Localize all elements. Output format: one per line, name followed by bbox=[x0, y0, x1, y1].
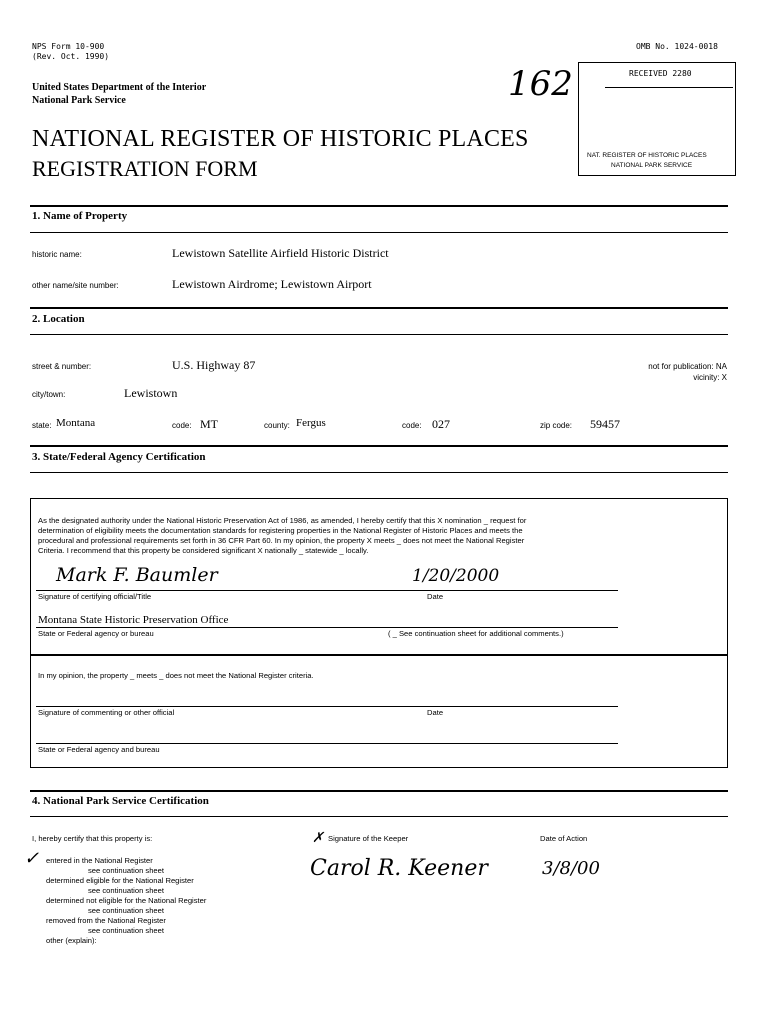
section2-top-rule bbox=[30, 307, 728, 309]
section1-heading: 1. Name of Property bbox=[32, 210, 128, 222]
historic-name-value: Lewistown Satellite Airfield Historic District bbox=[172, 246, 389, 260]
zip-label: zip code: bbox=[540, 421, 573, 430]
received-stamp bbox=[578, 62, 736, 176]
option-removed: removed from the National Register bbox=[46, 916, 166, 925]
option-other: other (explain): bbox=[46, 936, 97, 945]
option-not-eligible: determined not eligible for the National Register bbox=[46, 896, 207, 905]
section1-top-rule bbox=[30, 205, 728, 207]
form-revision: (Rev. Oct. 1990) bbox=[32, 52, 110, 61]
certifying-agency: Montana State Historic Preservation Office bbox=[38, 614, 229, 626]
county-label: county: bbox=[264, 421, 290, 430]
keeper-label: Signature of the Keeper bbox=[328, 834, 409, 843]
stamp-line2: NATIONAL PARK SERVICE bbox=[611, 162, 693, 169]
option-entered: entered in the National Register bbox=[46, 856, 153, 865]
section3-heading: 3. State/Federal Agency Certification bbox=[32, 451, 206, 463]
stamp-rule bbox=[605, 87, 733, 88]
entered-checkmark: ✓ bbox=[24, 848, 40, 869]
certification-line4: Criteria. I recommend that this property be considered significant X nationally _ statewide _ locally. bbox=[38, 546, 369, 555]
city-label: city/town: bbox=[32, 390, 66, 399]
signature-label: Signature of certifying official/Title bbox=[38, 592, 152, 601]
keeper-signature: Carol R. Keener bbox=[310, 856, 488, 881]
section2-heading: 2. Location bbox=[32, 313, 85, 325]
signature-line bbox=[36, 590, 618, 591]
option-see-sheet-1: see continuation sheet bbox=[88, 866, 164, 875]
county-code-value: 027 bbox=[432, 417, 450, 431]
agency-name: National Park Service bbox=[32, 95, 126, 106]
section4-heading: 4. National Park Service Certification bbox=[32, 795, 209, 807]
omb-number: OMB No. 1024-0018 bbox=[636, 42, 718, 51]
section3-top-rule bbox=[30, 445, 728, 447]
certify-text: I, hereby certify that this property is: bbox=[32, 834, 153, 843]
other-names-label: other name/site number: bbox=[32, 281, 119, 290]
option-see-sheet-3: see continuation sheet bbox=[88, 906, 164, 915]
section2-heading-rule bbox=[30, 334, 728, 335]
option-eligible: determined eligible for the National Register bbox=[46, 876, 194, 885]
agency-line-2 bbox=[36, 743, 618, 744]
received-text: RECEIVED 2280 bbox=[629, 69, 692, 78]
section4-heading-rule bbox=[30, 816, 728, 817]
section4-top-rule bbox=[30, 790, 728, 792]
street-label: street & number: bbox=[32, 362, 92, 371]
department-name: United States Department of the Interior bbox=[32, 82, 207, 93]
commenting-label: Signature of commenting or other official bbox=[38, 708, 175, 717]
agency-label-2: State or Federal agency and bureau bbox=[38, 745, 160, 754]
certification-line1: As the designated authority under the National Historic Preservation Act of 1986, as amended, I hereby certify that this X nomination _ request for bbox=[38, 516, 527, 525]
certification-line2: determination of eligibility meets the documentation standards for registering properties in the National Register of Historic Places and meets the bbox=[38, 526, 523, 535]
not-for-publication: not for publication: NA bbox=[648, 362, 727, 371]
action-date-label: Date of Action bbox=[540, 834, 588, 843]
certifying-signature: Mark F. Baumler bbox=[56, 564, 218, 586]
continuation-note: ( _ See continuation sheet for additional comments.) bbox=[388, 629, 564, 638]
state-code-label: code: bbox=[172, 421, 192, 430]
agency-label: State or Federal agency or bureau bbox=[38, 629, 154, 638]
handwritten-number: 162 bbox=[508, 64, 573, 104]
date-label: Date bbox=[427, 592, 444, 601]
opinion-text: In my opinion, the property _ meets _ does not meet the National Register criteria. bbox=[38, 671, 314, 680]
commenting-date-label: Date bbox=[427, 708, 444, 717]
state-value: Montana bbox=[56, 417, 96, 429]
option-see-sheet-4: see continuation sheet bbox=[88, 926, 164, 935]
certification-box-divider bbox=[30, 654, 728, 656]
section3-heading-rule bbox=[30, 472, 728, 473]
other-names-value: Lewistown Airdrome; Lewistown Airport bbox=[172, 277, 372, 291]
state-code-value: MT bbox=[200, 417, 218, 431]
form-title: NATIONAL REGISTER OF HISTORIC PLACES bbox=[32, 126, 529, 152]
street-value: U.S. Highway 87 bbox=[172, 358, 256, 372]
vicinity: vicinity: X bbox=[693, 373, 727, 382]
state-label: state: bbox=[32, 421, 52, 430]
historic-name-label: historic name: bbox=[32, 250, 82, 259]
form-number: NPS Form 10-900 bbox=[32, 42, 105, 51]
option-see-sheet-2: see continuation sheet bbox=[88, 886, 164, 895]
stamp-line1: NAT. REGISTER OF HISTORIC PLACES bbox=[587, 152, 707, 159]
county-value: Fergus bbox=[296, 417, 326, 429]
city-value: Lewistown bbox=[124, 386, 178, 400]
action-date-value: 3/8/00 bbox=[542, 858, 600, 879]
form-subtitle: REGISTRATION FORM bbox=[32, 156, 258, 181]
certification-date: 1/20/2000 bbox=[412, 566, 500, 586]
section1-heading-rule bbox=[30, 232, 728, 233]
commenting-line bbox=[36, 706, 618, 707]
agency-line bbox=[36, 627, 618, 628]
keeper-check-mark: ✗ bbox=[312, 830, 324, 846]
zip-value: 59457 bbox=[590, 417, 620, 431]
certification-line3: procedural and professional requirements set forth in 36 CFR Part 60. In my opinion, the property X meets _ does not meet the National Register bbox=[38, 536, 525, 545]
county-code-label: code: bbox=[402, 421, 422, 430]
